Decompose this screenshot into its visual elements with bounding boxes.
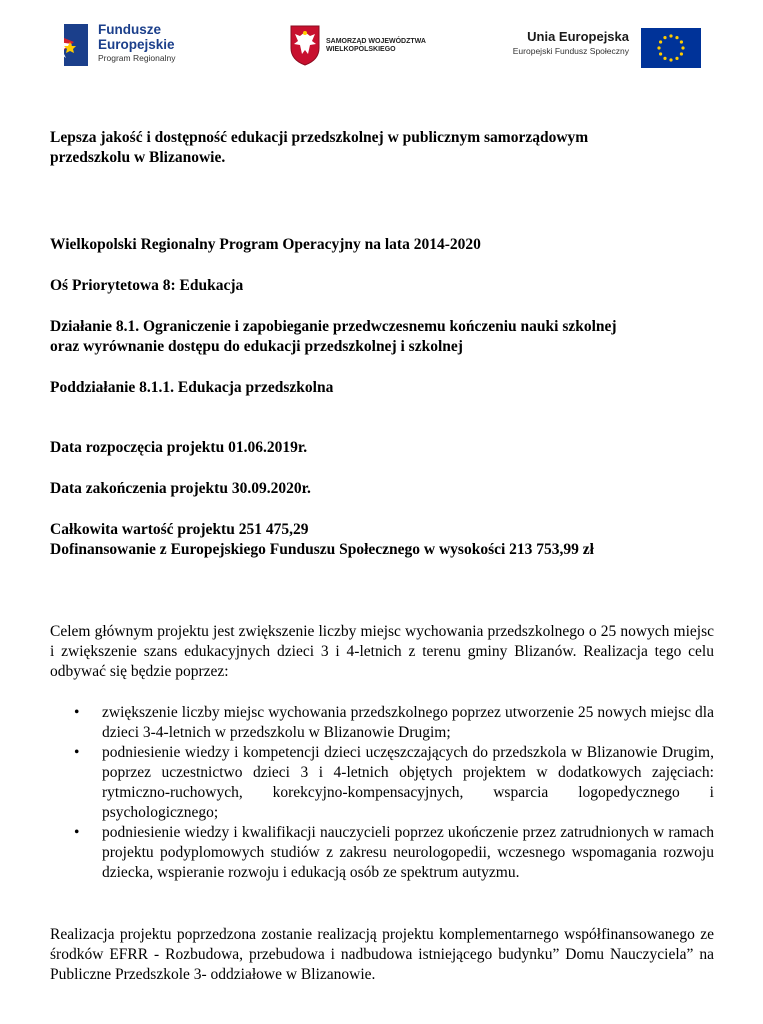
program-name: Wielkopolski Regionalny Program Operacyjny na lata 2014-2020 [50, 236, 481, 253]
closing-paragraph: Realizacja projektu poprzedzona zostanie realizacją projektu komplementarnego współfinansowanego ze środków EFRR - Rozbudowa, przebudowa i nadbudowa istniejącego budynku” Domu Nauczyciela” na Publiczne Przedszkole 3- oddziałowe w Blizanowie. [50, 926, 714, 983]
unia-europejska-logo [497, 24, 707, 70]
project-title [50, 128, 714, 168]
fundusze-europejskie-emblem-icon [58, 20, 94, 70]
program-regionalny-label: Program Regionalny [98, 53, 176, 63]
samorzad-line1: SAMORZĄD WOJEWÓDZTWA [326, 38, 426, 45]
bullet-icon: • [74, 824, 80, 841]
action-line2: oraz wyrównanie dostępu do edukacji przedszkolnej i szkolnej [50, 338, 463, 355]
end-date: Data zakończenia projektu 30.09.2020r. [50, 480, 311, 497]
efs-label: Europejski Fundusz Społeczny [512, 46, 629, 56]
goals-list [50, 703, 714, 883]
subaction: Poddziałanie 8.1.1. Edukacja przedszkolna [50, 379, 334, 396]
cofinancing: Dofinansowanie z Europejskiego Funduszu Społecznego w wysokości 213 753,99 zł [50, 541, 594, 558]
unia-europejska-wordmark [497, 29, 629, 57]
start-date: Data rozpoczęcia projektu 01.06.2019r. [50, 439, 308, 456]
list-item-text: zwiększenie liczby miejsc wychowania przedszkolnego poprzez utworzenie 25 nowych miejsc dla dzieci 3-4-letnich w przedszkolu w Blizanowie Drugim; [102, 704, 714, 741]
intro-paragraph: Celem głównym projektu jest zwiększenie liczby miejsc wychowania przedszkolnego o 25 nowych miejsc i zwiększenie szans edukacyjnych dzieci 3 i 4-letnich z terenu gminy Blizanów. Realizacja tego celu odbywać się będzie poprzez: [50, 623, 714, 680]
list-item-text: podniesienie wiedzy i kompetencji dzieci uczęszczających do przedszkola w Blizanowie Drugim, poprzez uczestnictwo dzieci 3 i 4-letnich objętych projektem w dodatkowych zajęciach: rytmiczno-ruchowych, korekcyjno-kompensacyjnych, wsparcia logopedycznego i psychologicznego; [102, 744, 714, 821]
samorzad-wojewodztwa-logo [289, 24, 449, 70]
bullet-icon: • [74, 744, 80, 761]
list-item [50, 743, 714, 823]
action-line1: Działanie 8.1. Ograniczenie i zapobieganie przedwczesnemu kończeniu nauki szkolnej [50, 318, 617, 335]
coat-of-arms-icon [289, 24, 321, 66]
europejskie-label: Europejskie [98, 37, 175, 52]
logo-bar [0, 18, 763, 74]
bullet-icon: • [74, 704, 80, 721]
samorzad-wordmark [326, 38, 426, 54]
total-value: Całkowita wartość projektu 251 475,29 [50, 521, 309, 538]
fundusze-europejskie-wordmark [98, 22, 175, 65]
fundusze-europejskie-logo [58, 20, 208, 72]
eu-flag-icon [641, 28, 701, 68]
project-title-line2: przedszkolu w Blizanowie. [50, 149, 226, 166]
list-item-text: podniesienie wiedzy i kwalifikacji nauczycieli poprzez ukończenie przez zatrudnionych w ramach projektu podyplomowych studiów z zakresu neurologopedii, wczesnego wspomagania rozwoju dziecka, wspieranie rozwoju i edukacją osób ze spektrum autyzmu. [102, 824, 714, 881]
list-item [50, 823, 714, 883]
samorzad-line2: WIELKOPOLSKIEGO [326, 46, 396, 53]
fundusze-label: Fundusze [98, 22, 161, 37]
priority-axis: Oś Priorytetowa 8: Edukacja [50, 277, 244, 294]
list-item [50, 703, 714, 743]
project-title-line1: Lepsza jakość i dostępność edukacji przedszkolnej w publicznym samorządowym [50, 129, 589, 146]
unia-europejska-label: Unia Europejska [527, 29, 629, 44]
action-description [50, 317, 714, 357]
